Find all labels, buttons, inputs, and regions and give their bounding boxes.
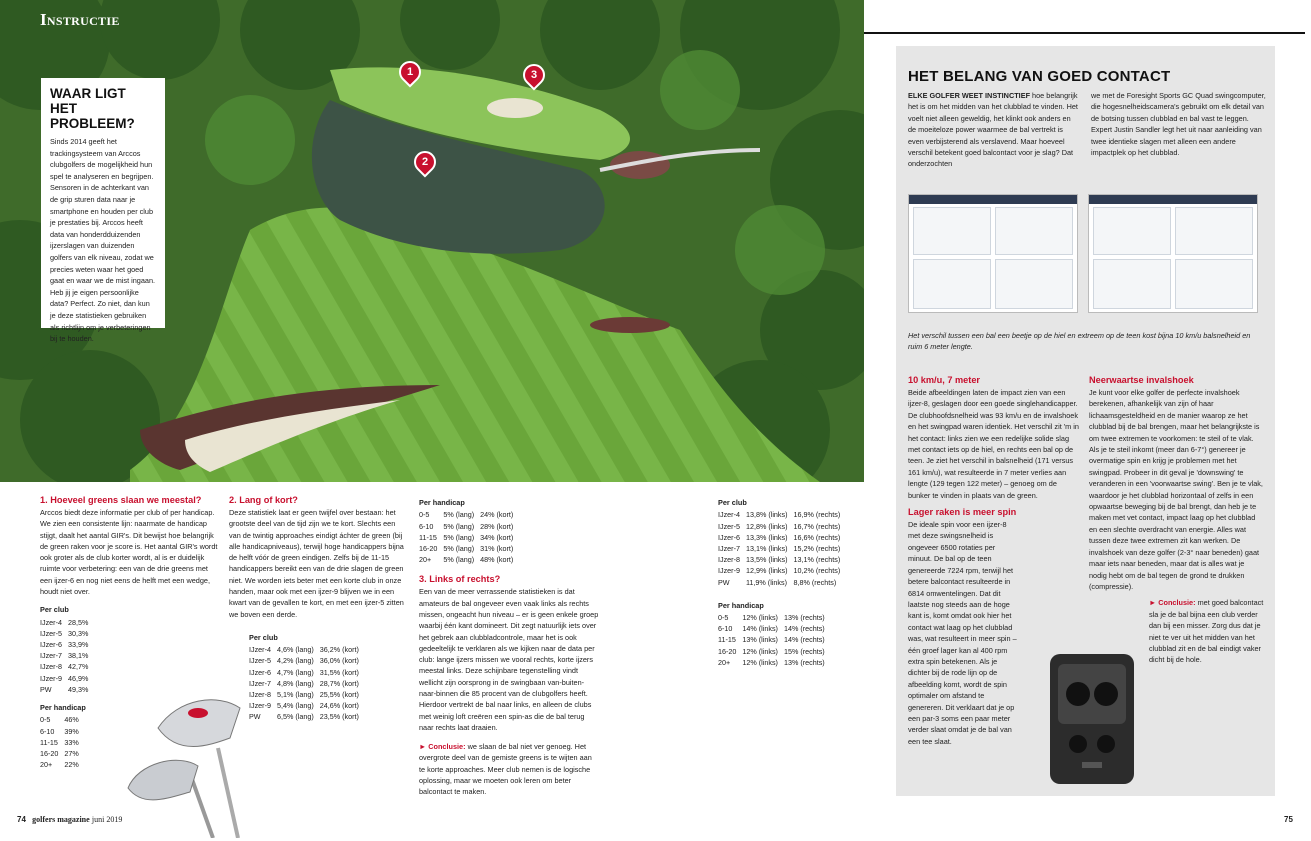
table-cell: 4,6% (lang) [276,645,314,655]
table-cell: 16-20 [718,646,737,656]
conclusion-text: we slaan de bal niet ver genoeg. Het overgrote deel van de gemiste greens is te wijten aan te korte approaches. Meer club nemen is de logische oplossing, maar we moeten ook leren om beter balcontact te maken. [419,742,592,797]
table-cell: 4,8% (lang) [276,678,314,688]
table-row [40,617,94,628]
table-cell: 28,5% [67,617,89,627]
gc-quad-device-image [1042,650,1142,790]
table-cell: 33,9% [67,640,89,650]
table-cell: IJzer-4 [40,617,62,627]
table-cell: IJzer-7 [718,543,740,553]
table-cell: 38,1% [67,651,89,661]
table-cell: IJzer-6 [249,667,271,677]
table-cell: 6-10 [40,726,55,736]
table-cell: 31% (kort) [480,543,514,553]
contact-intro-b: we met de Foresight Sports GC Quad swingcomputer, die hogesnelheidscamera's gebruikt om elk detail van de botsing tussen clubblad en bal vast te leggen. Expert Justin Sandler legt het uit naar aanleiding van twee identieke slagen met alleen een andere impactplek op het clubblad. [1091,91,1266,158]
contact-intro-a-text: hoe belangrijk het is om het midden van het clubblad te vinden. Het voelt niet alleen geweldig, het klinkt ook anders en de moeiteloze power waarmee de bal vertrekt is even verbijsterend als verslavend. Maar hoeveel verschil betekent goed balcontact voor je slag? Dat onderzochten [908,91,1078,169]
table-row [40,673,94,684]
iron-clubs-image [118,668,246,838]
table-row [249,700,365,711]
table-cell: 33% [64,737,79,747]
table-cell: 15,2% (rechts) [793,543,841,553]
section-2-club-table [249,644,365,722]
table-row [419,509,519,520]
table-cell: 42,7% [67,662,89,672]
table-cell: 6,5% (lang) [276,712,314,722]
table-cell: 4,7% (lang) [276,667,314,677]
table-cell: 13,3% (links) [745,532,788,542]
table-row [249,667,365,678]
table-cell: IJzer-6 [40,640,62,650]
issue-date: juni 2019 [91,815,123,824]
table-row [718,543,846,554]
table-cell: IJzer-9 [718,566,740,576]
intro-title: WAAR LIGT HET PROBLEEM? [50,86,135,131]
section-2-hcp-table [419,509,519,565]
table-cell: 27% [64,749,79,758]
table-cell: 0-5 [40,715,51,725]
table-row [419,554,519,565]
table-cell: 5% (lang) [443,543,475,553]
contact-lead: ELKE GOLFER WEET INSTINCTIEF [908,91,1031,100]
section-1-hcp-head: Per handicap [40,703,86,713]
table-cell: 12% (links) [742,657,778,667]
table-cell: 16-20 [419,543,438,553]
table-cell: 5,4% (lang) [276,701,314,711]
header-rule [864,32,1305,34]
table-cell: 11-15 [40,737,58,747]
table-row [40,650,94,661]
table-cell: 12% (links) [742,646,778,656]
table-cell: 39% [64,726,79,736]
table-cell: 5% (lang) [443,521,475,531]
table-cell: IJzer-8 [718,555,740,565]
image-caption: Het verschil tussen een bal een beetje op de hiel en extreem op de teen kost bijna 10 km/u balsnelheid en ruim 6 meter lengte. [908,331,1251,352]
table-cell: 13,8% (links) [745,510,788,520]
section-3-title: 3. Links of rechts? [419,574,501,585]
table-cell: 11-15 [718,635,736,645]
table-cell: 46% [64,715,79,725]
contact-right-column [1089,374,1264,671]
table-cell: 30,3% [67,628,89,638]
table-cell: 20+ [419,555,432,565]
table-cell: 11-15 [419,532,437,542]
table-cell: 8,8% (rechts) [793,577,837,587]
table-cell: 22% [64,760,79,770]
table-cell: 16,9% (rechts) [793,510,841,520]
table-row [718,623,831,634]
table-row [249,644,365,655]
table-cell: 6-10 [718,624,733,634]
spin-heading: Lager raken is meer spin [908,507,1017,518]
table-cell: 20+ [40,760,53,770]
contact-conclusion [1149,597,1264,665]
contact-intro-a [908,90,1080,170]
table-cell: 49,3% [67,684,89,694]
table-row [718,521,846,532]
table-cell: IJzer-7 [40,651,62,661]
table-row [40,714,85,725]
table-cell: 25,5% (kort) [319,690,359,700]
table-cell: 14% (links) [742,624,778,634]
table-cell: IJzer-9 [249,701,271,711]
table-cell: 13% (rechts) [783,613,825,623]
table-cell: IJzer-8 [249,690,271,700]
table-cell: 24,6% (kort) [319,701,359,711]
page-number-left: 74 [17,815,26,824]
contact-conclusion-label: ► Conclusie: [1149,598,1196,608]
table-cell: IJzer-9 [40,673,62,683]
table-row [40,661,94,672]
table-cell: 13,1% (rechts) [793,555,841,565]
section-2 [229,494,409,723]
table-row [249,678,365,689]
table-row [718,577,846,588]
table-cell: 24% (kort) [480,510,514,520]
table-row [40,726,85,737]
section-3-hcp-table [718,612,831,668]
table-cell: 23,5% (kort) [319,712,359,722]
table-cell: 12,8% (links) [745,521,788,531]
impact-screenshot-left [908,194,1078,313]
section-3 [419,497,599,803]
table-row [249,711,365,722]
footer-left [17,815,122,824]
intro-body: Sinds 2014 geeft het trackingsysteem van Arccos clubgolfers de mogelijkheid hun spel te analyseren en begrijpen. Sensoren in de achterkant van de grip sturen data naar je smartphone en houden per club je prestaties bij. Arccos heeft data van honderdduizenden ijzerslagen van duizenden golfers van elk niveau, zodat we precies weten waar het goed gaat en waar we de mist ingaan. Heb jij je eigen persoonlijke data? Perfect. Zo niet, dan kun je deze statistieken gebruiken als richtlijn om je verbeteringen bij te houden. [50,137,156,344]
section-3-hcp-head: Per handicap [718,600,764,610]
table-cell: 48% (kort) [480,555,514,565]
table-row [40,639,94,650]
table-cell: 31,5% (kort) [319,667,359,677]
table-row [718,565,846,576]
angle-body: Je kunt voor elke golfer de perfecte invalshoek berekenen, afhankelijk van zijn of haar lichaamsgesteldheid en de manier waarop ze het clubblad bij de bal brengen, maar het belangrijkste is om twee extremen te voorkomen: te steil of te vlak. Als je te steil inkomt (meer dan 6-7°) genereer je overmatige spin en krijg je problemen met het swingpad. Probeer in dit geval je 'downswing' te veranderen in een 'voorwaartse swing'. Ben je te vlak, waardoor je het clubblad horizontaal of zelfs in een opwaartse beweging bij de bal brengt, dan heb je te maken met vet contact, impact laag op het clubblad en een slechte overdracht van energie. Alles wat tussen deze twee extremen zit kan werken. De invalshoek van deze golfer (2-3° naar beneden) gaat maar iets naar beneden, maar dat is alles wat je nodig hebt om de bal tegen de grond te drukken (compressie). [1089,388,1263,591]
table-cell: 13,5% (links) [745,555,788,565]
table-cell: 0-5 [718,613,729,623]
table-cell: 11,9% (links) [745,577,787,587]
section-3-tables [718,497,888,668]
table-cell: PW [718,577,730,587]
section-2-body: Deze statistiek laat er geen twijfel over bestaan: het grootste deel van de tijd zijn we te kort. Slechts een van de twintig approaches eindigt áchter de green (bij alle handicapniveaus), terwijl hoge handicappers bijna de helft vóór de green eindigen. Zelfs bij de 11-15 handicappers bereikt een van de drie slagen de green niet. We worden iets beter met een korte club in onze handen, maar ook met een ijzer-9 blijven we in een kwart van de gevallen te kort, en met een ijzer-5 zitten we boven een derde. [229,508,404,619]
section-1-body: Arccos biedt deze informatie per club of per handicap. We zien een consistente lijn: naarmate de handicap stijgt, daalt het aantal GIR's. Dit bewijst hoe belangrijk de green raken voor je score is. Het aantal GIR's wordt ook groter als de club korter wordt, al is er duidelijk ruimte voor verbetering: een van de drie greens met een ijzer-6 en nog niet eens de helft met een wedge, houdt niet over. [40,508,218,597]
table-cell: 15% (rechts) [783,646,825,656]
section-1-title: 1. Hoeveel greens slaan we meestal? [40,495,202,505]
section-1-club-table [40,617,94,695]
table-row [718,657,831,668]
marker-2: 2 [409,146,440,177]
speed-heading: 10 km/u, 7 meter [908,375,981,385]
table-cell: 5% (lang) [443,532,475,542]
table-cell: IJzer-6 [718,532,740,542]
table-cell: 0-5 [419,510,430,520]
table-row [718,646,831,657]
table-cell: 34% (kort) [480,532,514,542]
table-cell: PW [40,684,52,694]
table-cell: 13,1% (links) [745,543,788,553]
table-cell: 28,7% (kort) [319,678,359,688]
section-1-club-head: Per club [40,605,69,615]
table-cell: 12% (links) [742,613,778,623]
magazine-name: golfers magazine [32,815,90,824]
table-row [40,628,94,639]
table-cell: 4,2% (lang) [276,656,314,666]
table-cell: 16,7% (rechts) [793,521,841,531]
section-3-club-table [718,509,846,587]
table-cell: 13% (links) [742,635,778,645]
section-tag: Instructie [40,10,120,29]
table-row [718,532,846,543]
table-cell: 5% (lang) [443,510,475,520]
table-cell: 5,1% (lang) [276,690,314,700]
table-cell: 46,9% [67,673,89,683]
table-row [40,759,85,770]
table-cell: 5% (lang) [443,555,475,565]
speed-body: Beide afbeeldingen laten de impact zien van een ijzer-8, geslagen door een goede singlehandicapper. De clubhoofdsnelheid was 93 km/u en de invalshoek en het swingpad waren identiek. Het verschil zit 'm in het contact: links zien we een redelijke solide slag met contact iets op de hiel, en rechts een bal op de teen. Je ziet het verschil in balsnelheid (171 versus 161 km/u), wat resulteerde in 7 meter verlies aan lengte (129 tegen 122 meter) – genoeg om de bunker te vinden in plaats van de green. [908,388,1079,500]
table-row [419,521,519,532]
table-cell: IJzer-5 [249,656,271,666]
table-cell: 20+ [718,657,731,667]
marker-3: 3 [518,59,549,90]
table-cell: 36,0% (kort) [319,656,359,666]
table-cell: IJzer-7 [249,678,271,688]
table-row [40,684,94,695]
table-row [40,737,85,748]
table-row [419,543,519,554]
table-cell: 16,6% (rechts) [793,532,841,542]
table-cell: IJzer-4 [249,645,271,655]
table-cell: IJzer-8 [40,662,62,672]
table-cell: 36,2% (kort) [319,645,359,655]
table-cell: 16-20 [40,749,59,758]
table-cell: IJzer-5 [40,628,62,638]
spin-body: De ideale spin voor een ijzer-8 met deze swingsnelheid is ongeveer 6500 rotaties per minuut. De bal op de teen genereerde 7224 rpm, terwijl het betere balcontact resulteerde in 6814 omwentelingen. Dat dit laatste nog steeds aan de hoge kant is, komt omdat ook hier het contact wat laag op het clubblad was, wat resulteert in meer spin – één groef lager kan al 400 rpm extra spin betekenen. Als je dichter bij de rode lijn op de afbeelding komt, wordt de spin optimaler om afstand te genereren. Dit verklaart dat je op een par-3 soms een paar meter verder slaat omdat je de bal van een tee slaat. [908,520,1017,746]
page-number-right: 75 [1284,815,1293,824]
table-row [419,532,519,543]
table-row [718,554,846,565]
intro-box [41,78,165,344]
table-row [718,634,831,645]
section-2-hcp-head: Per handicap [419,498,465,507]
table-row [718,612,831,623]
table-cell: IJzer-5 [718,521,740,531]
impact-screenshot-right [1088,194,1258,313]
table-cell: 28% (kort) [480,521,514,531]
table-cell: 12,9% (links) [745,566,788,576]
table-row [249,655,365,666]
section-3-body: Een van de meer verrassende statistieken is dat amateurs de bal ongeveer even vaak links als rechts missen, ongeacht hun niveau – er is geen enkele groep waarbij één kant domineert. Dit zegt natuurlijk iets over het gebrek aan clubbladcontrole, maar het is ook gedeeltelijk te verklaren als we kijken naar de data per club: lange ijzers missen we vooral rechts, korte ijzers meestal links. Deze schijnbare tegenstelling vindt wellicht zijn oorsprong in de swingbaan van-buiten-naar-binnen die 85 procent van de clubgolfers heeft. Hierdoor vertrekt de bal naar links, en alleen de clubs met weinig loft creëren een spin-as die de bal terug naar rechts laat draaien. [419,587,599,732]
table-cell: 6-10 [419,521,434,531]
table-cell: 13% (rechts) [783,657,825,667]
section-2-title: 2. Lang of kort? [229,495,298,505]
section-3-conclusion [419,741,599,797]
conclusion-label: ► Conclusie: [419,742,466,752]
table-cell: 10,2% (rechts) [793,566,841,576]
table-row [249,689,365,700]
marker-1: 1 [394,56,425,87]
table-cell: PW [249,712,261,722]
table-row [718,509,846,520]
table-cell: 14% (rechts) [783,624,825,634]
contact-panel [896,46,1275,796]
section-3-club-head: Per club [718,498,747,507]
table-cell: IJzer-4 [718,510,740,520]
contact-title: HET BELANG VAN GOED CONTACT [908,68,1171,85]
angle-heading: Neerwaartse invalshoek [1089,375,1194,385]
contact-conclusion-text: met goed balcontact sla je de bal bijna een club verder dan bij een misser. Zorg dus dat je niet te ver uit het midden van het clubblad zit en de bal eindigt vaker dicht bij de hole. [1149,598,1264,665]
section-1-hcp-table [40,714,85,770]
section-2-club-head: Per club [249,632,278,642]
table-cell: 14% (rechts) [783,635,825,645]
table-row [40,748,85,759]
